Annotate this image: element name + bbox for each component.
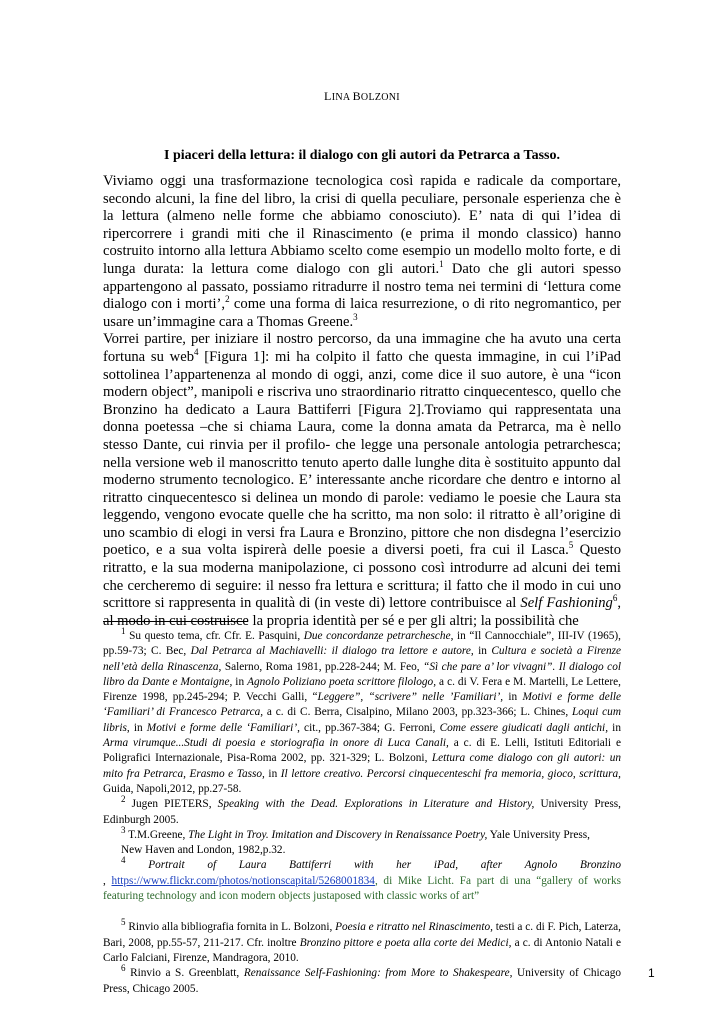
footnote-1-segment: , cit., pp.367-384; G. Ferroni, — [297, 721, 440, 734]
footnote-1-number: 1 — [121, 626, 126, 637]
running-header-author — [0, 89, 724, 104]
footnote-ref-5[interactable]: 5 — [568, 540, 574, 551]
footnote-3-number: 3 — [121, 825, 126, 836]
footnote-ref-6[interactable]: 6 — [612, 593, 618, 604]
footnote-1-segment: Cultura e società a Firenze nell’età della Rinascenza, — [103, 645, 622, 673]
author-initial: L — [324, 89, 332, 103]
footnote-1-text — [103, 630, 621, 795]
author-first-rest: INA — [331, 92, 353, 103]
footnote-6-text-b: University of Chicago Press, Chicago 2005. — [103, 967, 621, 995]
footnote-3-title: The Light in Troy. Imitation and Discovery in Renaissance Poetry, — [188, 828, 488, 841]
footnote-4-number: 4 — [121, 855, 126, 866]
footnote-1-segment: Leggere”, “scrivere” nelle ’Familiari’, — [317, 691, 504, 704]
footnote-1-segment: Il lettore creativo. Percorsi cinquecenteschi fra memoria, gioco, scrittura, — [280, 767, 621, 780]
footnote-6-text-a: Rinvio a S. Greenblatt, — [125, 967, 244, 980]
footnote-4-first-line — [103, 855, 621, 873]
footnote-1-segment: a c. di V. Fera e M. Martelli, Le Lettere, Firenze 1998, pp.245-294; P. Vecchi Galli, “ — [103, 675, 621, 704]
footnote-1-segment: Salerno, Roma 1981, pp.228-244; M. Feo, — [221, 660, 424, 673]
footnote-1-segment: a c. di E. Lelli, Istituti Editoriali e Poligrafici Internazionale, Pisa-Roma 2002, pp. 321-329; L. Bolzoni, — [103, 737, 621, 765]
footnote-5-text-a: Rinvio alla bibliografia fornita in L. Bolzoni, — [125, 921, 336, 934]
footnote-1-segment: Agnolo Poliziano poeta scrittore filologo, — [247, 675, 437, 688]
paragraph-2 — [103, 331, 621, 630]
p2-text-e: , al modo in cui costruisce la propria identità per sé e per gli altri; la possibilità che — [103, 595, 621, 629]
footnote-6-title: Renaissance Self-Fashioning: from More to Shakespeare, — [243, 967, 513, 980]
footnote-4 — [103, 855, 621, 904]
main-text — [103, 173, 621, 630]
footnote-3-publisher: Yale University Press, — [487, 828, 591, 841]
article-title: I piaceri della lettura: il dialogo con gli autori da Petrarca a Tasso. — [164, 148, 560, 163]
footnote-3-place: New Haven and London, 1982,p.32. — [121, 844, 286, 857]
footnote-5-number: 5 — [121, 917, 126, 928]
footnote-1-segment: Motivi e forme delle ‘Familiari’ di Francesco Petrarca, — [103, 691, 622, 719]
footnote-1-segment: Due concordanze petrarchesche — [303, 630, 451, 642]
footnote-separator — [103, 621, 248, 622]
footnote-1-segment: in — [264, 767, 281, 780]
p2-text-b: [Figura 1]: mi ha colpito il fatto che questa immagine, in cui l’iPad sottolinea l’appartenenza al mondo di oggi, anzi, come dice il suo autore, è una “icon modern object”, manipoli e riscriva uno straordinario ritratto cinquecentesco, quello che Bronzino ha dedicato a Laura Battiferri [Figura 2].Troviamo qui rappresentata una donna poetessa –che si chiama Laura, come la donna amata da Petrarca, ma è nello stesso Dante, cui rinvia per il profilo- che legge una personale antologia petrarchesca; nella versione web il manoscritto tenuto aperto dalle lunghe dita è sostituito appunto dal moderno strumento tecnologico. E’ interessante anche ricordare che dentro e intorno al ritratto cinquecentesco si delinea un mondo di parole: vediamo le poesie che Laura sta leggendo, vengono evocate quelle che ha scritto, ma non solo: il ritratto è all’origine di uno scambio di elogi in versi fra Laura e Bronzino, pittore che non disdegna l’esercizio poetico, e a sua volta ispirerà delle poesie a diversi poeti, fra cui il Lasca. — [103, 348, 621, 559]
p2-text-a: Vorrei partire, per iniziare il nostro percorso, da una immagine che ha avuto una certa fortuna su web — [103, 331, 621, 365]
footnote-1-segment: in — [503, 691, 523, 704]
footnote-1-segment: in — [473, 645, 492, 658]
p1-text-b: Dato che gli autori spesso appartengono al passato, possiamo ritradurre il nostro tema nei termini di ‘lettura come dialogo con i morti’, — [103, 260, 621, 313]
p1-text-a: Viviamo oggi una trasformazione tecnologica così rapida e radicale da comportare, secondo alcuni, la fine del libro, la crisi di quella peculiare, personale esperienza che è la lettura (almeno nelle forme che abbiamo conosciuto). E’ nata di qui l’idea di ripercorrere i grandi miti che il Rinascimento (e prima il mondo classico) hanno costruito intorno alla lettura Abbiamo scelto come esempio un modello molto forte, e di lunga durata: la lettura come dialogo con gli autori. — [103, 173, 621, 277]
footnote-5-text-b: testi a c. di F. Pich, Laterza, Bari, 2008, pp.55-57, 211-217. Cfr. inoltre — [103, 921, 622, 949]
footnote-1-segment: in — [608, 721, 621, 734]
footnote-4-sep: , — [103, 874, 112, 887]
footnote-gap — [103, 904, 621, 920]
footnote-5-title-a: Poesia e ritratto nel Rinascimento, — [335, 921, 493, 934]
paragraph-1 — [103, 173, 621, 331]
p2-text-c: Questo ritratto, e la sua moderna manipolazione, ci possono così introdurre ad alcuni dei temi che cercheremo di seguire: il nesso fra lettura e scrittura; il fatto che il modo in cui uno scrittore si rappresenta in qualità di (in veste di) lettore contribuisce al — [103, 542, 621, 612]
footnote-1-segment: Guida, Napoli,2012, pp.27-58. — [103, 782, 242, 795]
footnote-1-segment: Arma virumque...Studi di poesia e storiografia in onore di Luca Canali, — [103, 737, 449, 750]
footnote-1-segment: Come essere giudicati dagli antichi, — [439, 721, 609, 734]
footnote-2-title: Speaking with the Dead. Explorations in Literature and History, — [217, 798, 535, 811]
footnotes — [103, 626, 622, 997]
footnote-4-description: , di Mike Licht. Fa part di una “gallery of works featuring technology and icon modern objects justaposed with classic works of art” — [103, 874, 621, 903]
footnote-2-author: Jugen PIETERS, — [125, 798, 218, 811]
footnote-5 — [103, 917, 622, 966]
footnote-4-title: Portrait of Laura Battiferri with her iPad, after Agnolo Bronzino — [148, 859, 621, 872]
footnote-1-segment: in — [232, 675, 248, 688]
footnote-6 — [103, 963, 621, 997]
footnote-5-text-c: a c. di Antonio Natali e Carlo Falciani, Firenze, Mandragora, 2010. — [103, 936, 622, 964]
footnote-3 — [103, 825, 621, 859]
footnote-2 — [103, 794, 621, 828]
footnote-2-publisher: University Press, Edinburgh 2005. — [103, 798, 621, 826]
p1-text-c: come una forma di laica resurrezione, o di rito negromantico, per usare un’immagine cara a Thomas Greene. — [103, 296, 621, 330]
footnote-ref-2[interactable]: 2 — [225, 294, 230, 305]
footnote-1 — [103, 626, 622, 797]
footnote-4-link[interactable]: https://www.flickr.com/photos/notionscapital/5268001834 — [111, 874, 375, 887]
author-last-initial: B — [352, 89, 361, 103]
footnote-1-segment: “Sì che pare a’ lor vivagni”. Il dialogo col libro da Dante e Montaigne, — [103, 660, 621, 688]
footnote-1-segment: , in “Il Cannocchiale”, III-IV (1965), pp.59-73; C. Bec, — [103, 630, 621, 658]
footnote-ref-1[interactable]: 1 — [439, 259, 444, 270]
footnote-3-author: T.M.Greene, — [125, 828, 189, 841]
footnote-1-segment: , in — [126, 721, 147, 734]
footnote-ref-3[interactable]: 3 — [353, 311, 358, 322]
footnote-1-segment: Motivi e forme delle ‘Familiari’ — [146, 721, 298, 734]
footnote-1-segment: Dal Petrarca al Machiavelli: il dialogo tra lettore e autore, — [190, 645, 474, 658]
footnote-2-number: 2 — [121, 794, 126, 805]
footnote-1-segment: a c. di C. Berra, Cisalpino, Milano 2003, pp.323-366; L. Chines, — [263, 706, 572, 719]
p2-italic-term: Self Fashioning — [520, 595, 613, 612]
footnote-1-segment: Lettura come dialogo con gli autori: un mito fra Petrarca, Erasmo e Tasso, — [103, 752, 621, 780]
footnote-6-number: 6 — [121, 963, 126, 974]
author-last-rest: OLZONI — [360, 92, 400, 103]
footnote-ref-4[interactable]: 4 — [194, 347, 199, 358]
page-number: 1 — [648, 966, 655, 980]
footnote-5-title-b: Bronzino pittore e poeta alla corte dei Medici, — [299, 936, 512, 949]
footnote-1-segment: Loqui cum libris — [103, 706, 621, 734]
footnote-1-segment: Su questo tema, cfr. Cfr. E. Pasquini, — [125, 630, 304, 642]
